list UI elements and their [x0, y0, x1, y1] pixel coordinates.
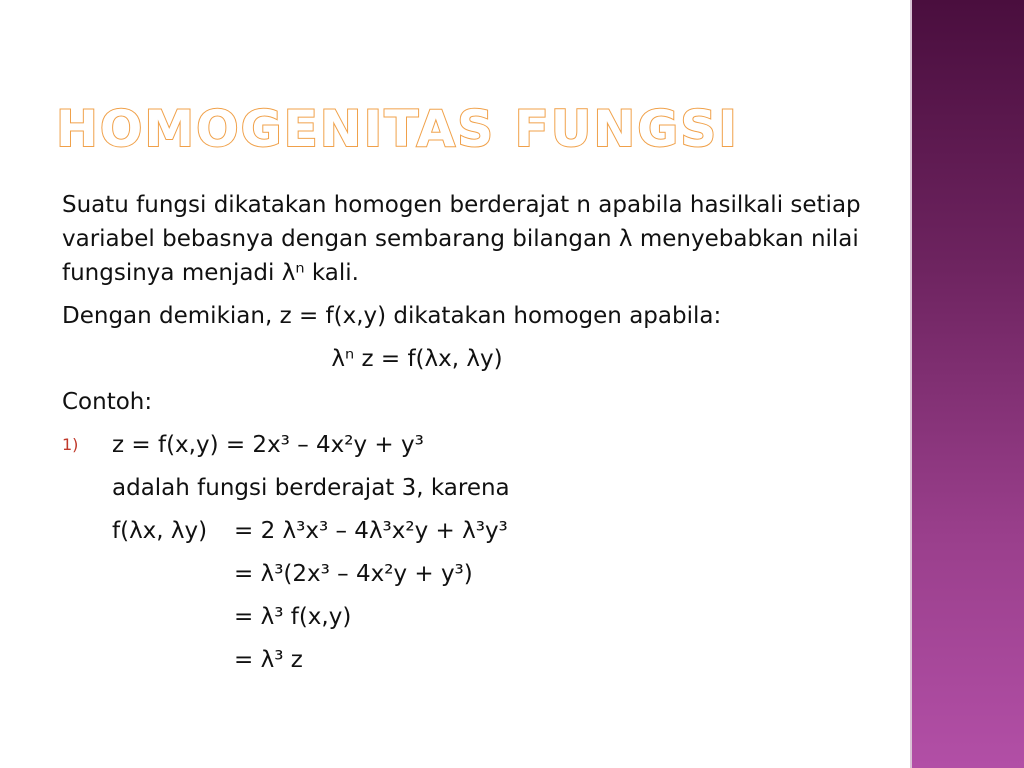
condition-intro: Dengan demikian, z = f(x,y) dikatakan homogen apabila: [62, 303, 722, 329]
proof-step [62, 557, 882, 591]
condition-formula: λⁿ z = f(λx, λy) [331, 346, 503, 372]
example-heading: Contoh: [62, 389, 153, 415]
proof-step-rhs: = λ³ f(x,y) [234, 604, 352, 630]
proof-step-lhs [62, 643, 234, 677]
definition-paragraph: Suatu fungsi dikatakan homogen berderajat n apabila hasilkali setiap variabel bebasnya dengan sembarang bilangan λ menyebabkan nilai fungsinya menjadi λⁿ kali. [62, 192, 861, 286]
example-function: z = f(x,y) = 2x³ – 4x²y + y³ [112, 432, 424, 458]
slide-body [62, 188, 882, 686]
proof-step-rhs: = 2 λ³x³ – 4λ³x²y + λ³y³ [234, 518, 508, 544]
example-item [62, 428, 882, 462]
proof-step-lhs [62, 557, 234, 591]
slide-title: HOMOGENITAS FUNGSI [56, 100, 739, 158]
decorative-sidebar [912, 0, 1024, 768]
example-statement: adalah fungsi berderajat 3, karena [112, 475, 510, 501]
list-marker: 1) [62, 435, 79, 454]
proof-step-rhs: = λ³(2x³ – 4x²y + y³) [234, 561, 473, 587]
proof-step [62, 643, 882, 677]
proof-step-lhs: f(λx, λy) [112, 518, 208, 544]
proof-step [62, 514, 882, 548]
proof-step-rhs: = λ³ z [234, 647, 303, 673]
proof-step-lhs [62, 600, 234, 634]
proof-step [62, 600, 882, 634]
